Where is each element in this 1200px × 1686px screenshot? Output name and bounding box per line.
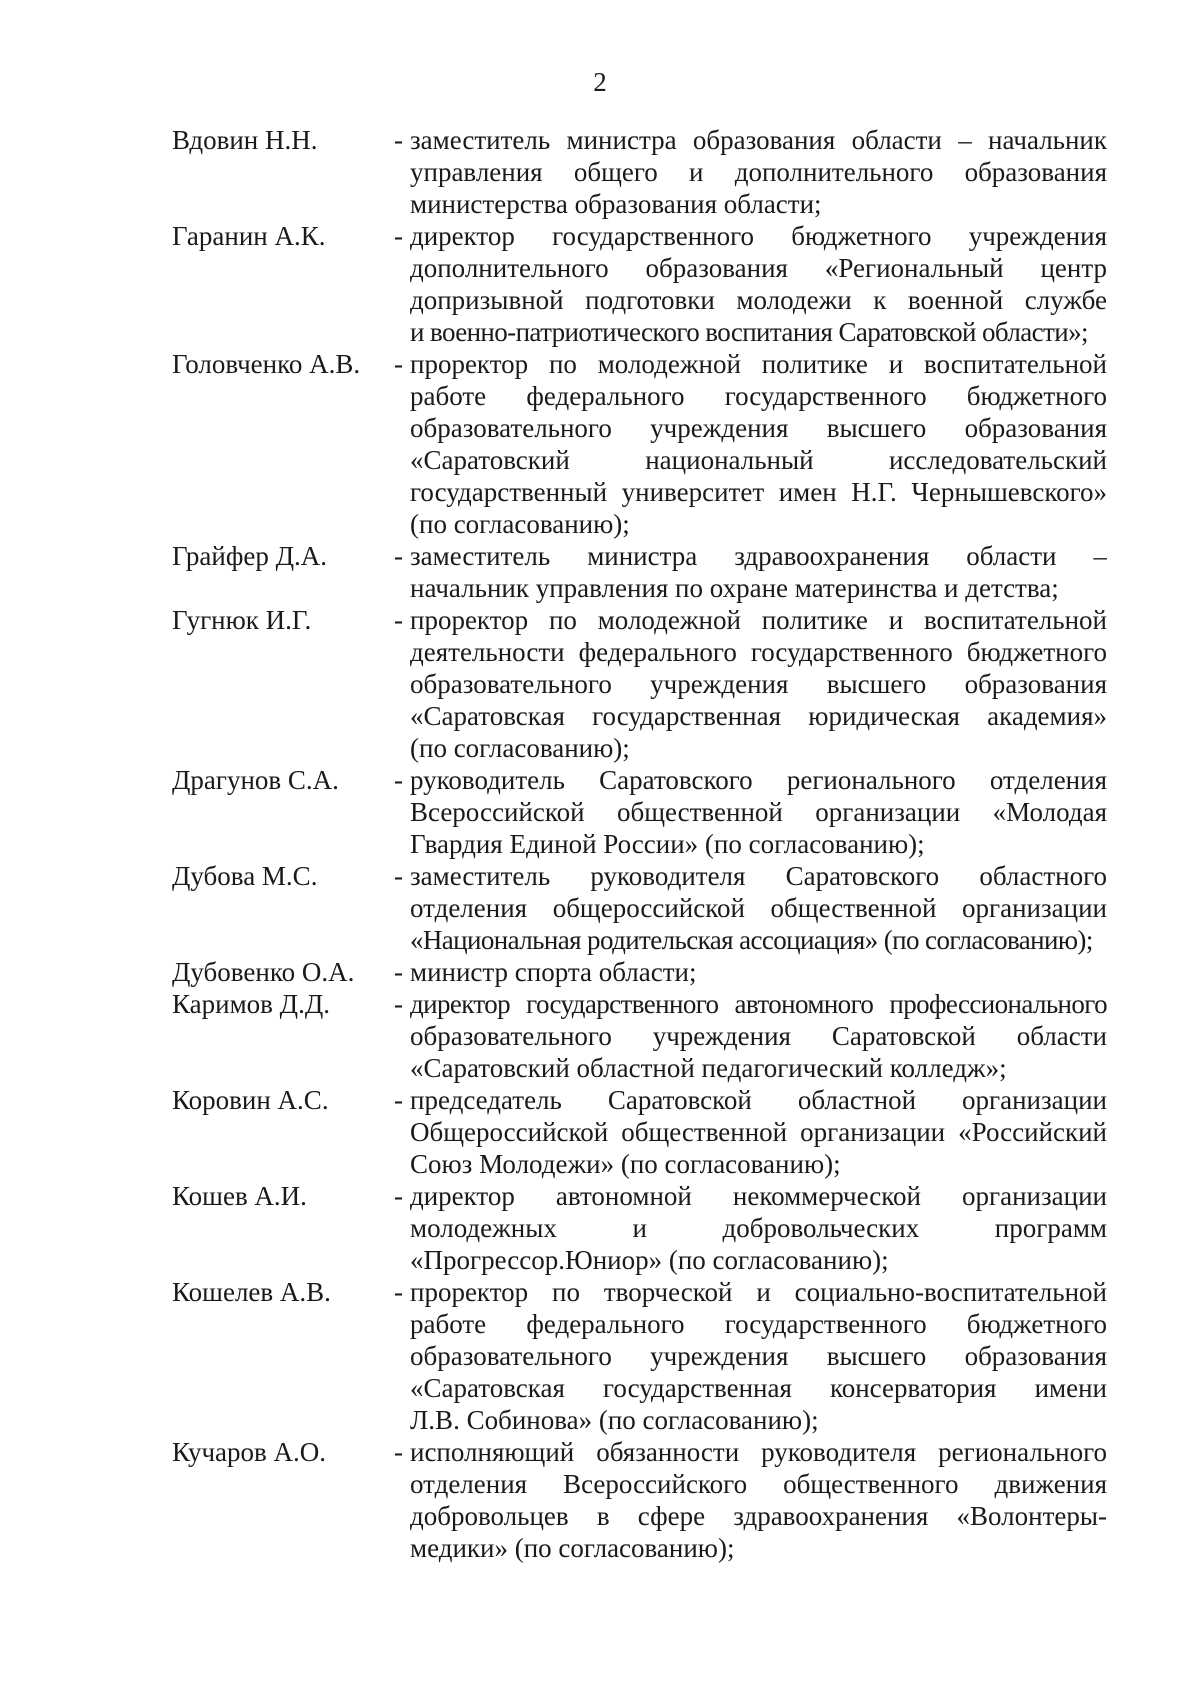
role-line: «Саратовский областной педагогический колледж»; <box>410 1053 1007 1083</box>
member-role <box>410 124 1107 220</box>
dash-separator: - <box>394 221 403 251</box>
member-role <box>410 764 1107 860</box>
member-entry <box>172 956 1107 988</box>
role-line: образовательного учреждения высшего образования <box>410 1341 1107 1371</box>
role-line: заместитель руководителя Саратовского областного <box>410 861 1107 891</box>
member-role <box>410 956 1107 988</box>
role-line: заместитель министра здравоохранения области – <box>410 541 1107 571</box>
role-line: образовательного учреждения Саратовской области <box>410 1021 1107 1051</box>
dash-separator: - <box>394 1277 403 1307</box>
role-line: директор автономной некоммерческой организации <box>410 1181 1107 1211</box>
member-entry <box>172 540 1107 604</box>
dash-separator: - <box>394 349 403 379</box>
role-line: управления общего и дополнительного образования <box>410 157 1107 187</box>
role-line: добровольцев в сфере здравоохранения «Волонтеры- <box>410 1501 1107 1531</box>
member-name: Грайфер Д.А. <box>172 541 327 571</box>
dash-separator: - <box>394 1437 403 1467</box>
member-role <box>410 604 1107 764</box>
dash-separator: - <box>394 1181 403 1211</box>
role-line: председатель Саратовской областной организации <box>410 1085 1107 1115</box>
role-line: (по согласованию); <box>410 509 630 539</box>
member-name: Коровин А.С. <box>172 1085 329 1115</box>
role-line: «Саратовская государственная юридическая академия» <box>410 701 1107 731</box>
role-line: отделения общероссийской общественной организации <box>410 893 1107 923</box>
role-line: Всероссийской общественной организации «Молодая <box>410 797 1107 827</box>
role-line: заместитель министра образования области – начальник <box>410 125 1107 155</box>
role-line: дополнительного образования «Региональный центр <box>410 253 1107 283</box>
dash-separator: - <box>394 605 403 635</box>
member-name: Дубовенко О.А. <box>172 957 355 987</box>
member-role <box>410 220 1107 348</box>
member-role <box>410 348 1107 540</box>
dash-separator: - <box>394 541 403 571</box>
role-line: Л.В. Собинова» (по согласованию); <box>410 1405 819 1435</box>
member-name: Каримов Д.Д. <box>172 989 331 1019</box>
role-line: «Прогрессор.Юниор» (по согласованию); <box>410 1245 889 1275</box>
member-role <box>410 860 1107 956</box>
role-line: государственный университет имен Н.Г. Чернышевского» <box>410 477 1107 507</box>
dash-separator: - <box>394 125 403 155</box>
role-line: директор государственного бюджетного учреждения <box>410 221 1107 251</box>
dash-separator: - <box>394 765 403 795</box>
member-entry <box>172 1276 1107 1436</box>
member-role <box>410 988 1107 1084</box>
role-line: руководитель Саратовского регионального отделения <box>410 765 1107 795</box>
role-line: допризывной подготовки молодежи к военной службе <box>410 285 1107 315</box>
role-line: «Национальная родительская ассоциация» (по согласованию); <box>410 925 1093 955</box>
role-line: «Саратовская государственная консерватория имени <box>410 1373 1107 1403</box>
member-entry <box>172 1084 1107 1180</box>
role-line: проректор по творческой и социально-воспитательной <box>410 1277 1107 1307</box>
member-name: Кучаров А.О. <box>172 1437 327 1467</box>
member-entry <box>172 860 1107 956</box>
dash-separator: - <box>394 1085 403 1115</box>
member-entry <box>172 1180 1107 1276</box>
dash-separator: - <box>394 957 403 987</box>
member-role <box>410 1276 1107 1436</box>
role-line: (по согласованию); <box>410 733 630 763</box>
role-line: начальник управления по охране материнства и детства; <box>410 573 1059 603</box>
member-name: Дубова М.С. <box>172 861 318 891</box>
member-entry <box>172 348 1107 540</box>
role-line: министр спорта области; <box>410 957 697 987</box>
member-entry <box>172 604 1107 764</box>
member-role <box>410 1084 1107 1180</box>
role-line: медики» (по согласованию); <box>410 1533 735 1563</box>
member-name: Кошев А.И. <box>172 1181 307 1211</box>
role-line: и военно-патриотического воспитания Саратовской области»; <box>410 317 1088 347</box>
member-name: Кошелев А.В. <box>172 1277 331 1307</box>
role-line: проректор по молодежной политике и воспитательной <box>410 349 1107 379</box>
member-role <box>410 1180 1107 1276</box>
role-line: работе федерального государственного бюджетного <box>410 381 1107 411</box>
role-line: «Саратовский национальный исследовательский <box>410 445 1107 475</box>
member-role <box>410 1436 1107 1564</box>
member-name: Вдовин Н.Н. <box>172 125 318 155</box>
member-name: Драгунов С.А. <box>172 765 339 795</box>
member-entry <box>172 764 1107 860</box>
member-name: Головченко А.В. <box>172 349 361 379</box>
member-entry <box>172 124 1107 220</box>
role-line: Гвардия Единой России» (по согласованию); <box>410 829 925 859</box>
member-entry <box>172 220 1107 348</box>
role-line: образовательного учреждения высшего образования <box>410 413 1107 443</box>
members-list <box>172 124 1107 1564</box>
role-line: Союз Молодежи» (по согласованию); <box>410 1149 841 1179</box>
member-entry <box>172 1436 1107 1564</box>
role-line: отделения Всероссийского общественного движения <box>410 1469 1107 1499</box>
role-line: директор государственного автономного профессионального <box>410 989 1107 1019</box>
dash-separator: - <box>394 989 403 1019</box>
dash-separator: - <box>394 861 403 891</box>
member-role <box>410 540 1107 604</box>
role-line: проректор по молодежной политике и воспитательной <box>410 605 1107 635</box>
role-line: деятельности федерального государственного бюджетного <box>410 637 1107 667</box>
role-line: работе федерального государственного бюджетного <box>410 1309 1107 1339</box>
page-number: 2 <box>593 67 607 97</box>
role-line: молодежных и добровольческих программ <box>410 1213 1107 1243</box>
role-line: Общероссийской общественной организации «Российский <box>410 1117 1107 1147</box>
role-line: образовательного учреждения высшего образования <box>410 669 1107 699</box>
member-entry <box>172 988 1107 1084</box>
role-line: исполняющий обязанности руководителя регионального <box>410 1437 1107 1467</box>
member-name: Гаранин А.К. <box>172 221 326 251</box>
role-line: министерства образования области; <box>410 189 822 219</box>
member-name: Гугнюк И.Г. <box>172 605 312 635</box>
